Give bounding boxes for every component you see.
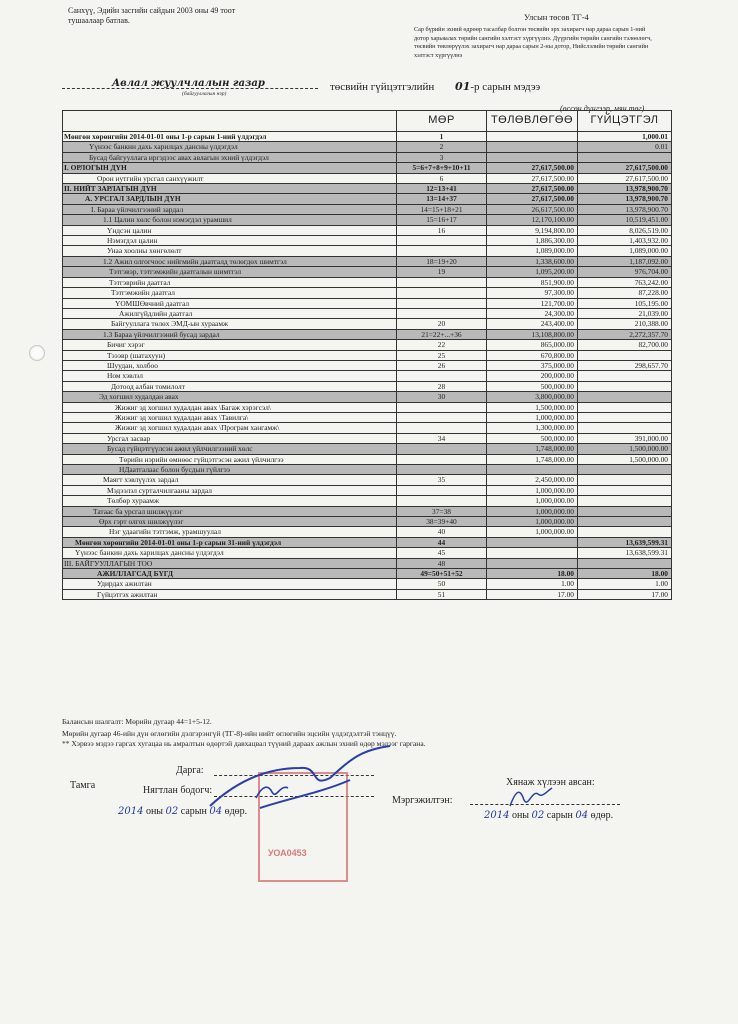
- left-date: 2014 оны 02 сарын 04 өдөр.: [118, 806, 248, 817]
- table-row: [63, 225, 672, 235]
- table-row: [63, 444, 672, 454]
- actual-value: [578, 371, 672, 381]
- row-number: 12=13+41: [397, 184, 487, 194]
- actual-value: 1,500,000.00: [578, 444, 672, 454]
- plan-value: 375,000.00: [487, 360, 578, 370]
- row-number: 38=39+40: [397, 517, 487, 527]
- actual-value: [578, 517, 672, 527]
- actual-value: [578, 381, 672, 391]
- table-row: [63, 152, 672, 162]
- actual-value: [578, 558, 672, 568]
- row-number: 13=14+37: [397, 194, 487, 204]
- table-row: [63, 371, 672, 381]
- row-label: ҮОМШӨвчний даатгал: [63, 298, 397, 308]
- table-row: [63, 392, 672, 402]
- row-number: [397, 423, 487, 433]
- table-row: [63, 142, 672, 152]
- row-number: 21=22+...+36: [397, 329, 487, 339]
- row-label: Тэтгэвэр, тэтгэмжийн даатгалын шимтгэл: [63, 267, 397, 277]
- row-number: [397, 496, 487, 506]
- table-row: [63, 465, 672, 475]
- actual-value: 0.01: [578, 142, 672, 152]
- row-number: [397, 454, 487, 464]
- table-row: [63, 558, 672, 568]
- plan-value: [487, 152, 578, 162]
- actual-value: 10,519,451.00: [578, 215, 672, 225]
- table-row: [63, 517, 672, 527]
- row-label: НДаатгалаас болон бусдын гүйлгээ: [63, 465, 397, 475]
- plan-value: 243,400.00: [487, 319, 578, 329]
- table-row: [63, 433, 672, 443]
- row-number: [397, 485, 487, 495]
- row-number: 35: [397, 475, 487, 485]
- row-label: Тэээвр (шатахуун): [63, 350, 397, 360]
- row-label: Тэтгэмжийн даатгал: [63, 288, 397, 298]
- row-number: 51: [397, 589, 487, 599]
- table-row: [63, 381, 672, 391]
- row-number: 20: [397, 319, 487, 329]
- table-row: [63, 485, 672, 495]
- actual-value: 8,026,519.00: [578, 225, 672, 235]
- plan-value: [487, 537, 578, 547]
- actual-value: 13,978,900.70: [578, 194, 672, 204]
- row-number: 16: [397, 225, 487, 235]
- row-label: Төлбөр хураамж: [63, 496, 397, 506]
- budget-table: [62, 110, 672, 600]
- actual-value: 763,242.00: [578, 277, 672, 287]
- approval-note: Санхүү, Эдийн засгийн сайдын 2003 оны 49 тоот тушаалаар батлав.: [68, 6, 236, 25]
- table-row: [63, 340, 672, 350]
- specialist-label: Мэргэжилтэн:: [392, 795, 453, 806]
- table-row: [63, 132, 672, 142]
- plan-value: 97,300.00: [487, 288, 578, 298]
- actual-value: 18.00: [578, 569, 672, 579]
- plan-value: 865,000.00: [487, 340, 578, 350]
- plan-value: 1,338,600.00: [487, 256, 578, 266]
- row-label: Гүйцэтгэх ажилтан: [63, 589, 397, 599]
- report-title: төсвийн гүйцэтгэлийн 01-р сарын мэдээ: [330, 80, 541, 93]
- row-label: 1.2 Ажил олгогчоос нийгмийн даатгалд төлөгдөх шимтгэл: [63, 256, 397, 266]
- actual-value: [578, 350, 672, 360]
- header-cell-row: МӨР: [397, 111, 487, 132]
- plan-value: 12,170,100.00: [487, 215, 578, 225]
- actual-value: 1,403,932.00: [578, 236, 672, 246]
- row-label: Үүнээс банкин дахь харилцах дансны үлдэгдэл: [63, 142, 397, 152]
- row-number: 49=50+51+52: [397, 569, 487, 579]
- plan-value: 17.00: [487, 589, 578, 599]
- row-label: А. УРСГАЛ ЗАРДЛЫН ДҮН: [63, 194, 397, 204]
- actual-value: 1,187,092.00: [578, 256, 672, 266]
- row-number: [397, 246, 487, 256]
- row-label: Татаас ба урсгал шилжүүлэг: [63, 506, 397, 516]
- table-row: [63, 548, 672, 558]
- plan-value: 1,089,000.00: [487, 246, 578, 256]
- actual-value: [578, 423, 672, 433]
- actual-value: [578, 527, 672, 537]
- row-number: [397, 236, 487, 246]
- row-number: 18=19+20: [397, 256, 487, 266]
- row-label: Нэг удаагийн тэтгэмж, урамшуулал: [63, 527, 397, 537]
- actual-value: 105,195.00: [578, 298, 672, 308]
- row-label: Жижиг эд хогшил худалдан авах \Тавилга\: [63, 412, 397, 422]
- row-label: Ном хэвлэл: [63, 371, 397, 381]
- row-label: Бусад гүйцэтгүүлсэн ажил үйлчилгээний хөлс: [63, 444, 397, 454]
- plan-value: 3,800,000.00: [487, 392, 578, 402]
- plan-value: 1,300,000.00: [487, 423, 578, 433]
- row-label: Дотоод албан томилолт: [63, 381, 397, 391]
- row-label: Маягт хэвлүүлэх зардал: [63, 475, 397, 485]
- form-title: Улсын төсөв ТГ-4: [524, 12, 589, 22]
- row-label: III. БАЙГУУЛЛАГЫН ТОО: [63, 558, 397, 568]
- deadline-note: ** Хэрвээ мэдээ гаргах хугацаа нь амралтын өдөртэй давхацвал түүний дараах ажлын эхний өдөр мэдээг гаргана.: [62, 739, 426, 748]
- accountant-signature: [252, 780, 292, 804]
- table-row: [63, 277, 672, 287]
- row-label: Үүнээс банкин дахь харилцах дансны үлдэгдэл: [63, 548, 397, 558]
- row-number: [397, 465, 487, 475]
- table-row: [63, 329, 672, 339]
- actual-value: 976,704.00: [578, 267, 672, 277]
- plan-value: 1,000,000.00: [487, 485, 578, 495]
- table-row: [63, 569, 672, 579]
- actual-value: 13,638,599.31: [578, 548, 672, 558]
- plan-value: 1,000,000.00: [487, 527, 578, 537]
- header-cell-actual: ГҮЙЦЭТГЭЛ: [578, 111, 672, 132]
- plan-value: 18.00: [487, 569, 578, 579]
- row-label: 1.3 Бараа үйлчилгээний бусад зардал: [63, 329, 397, 339]
- plan-value: 1,000,000.00: [487, 496, 578, 506]
- row-number: [397, 308, 487, 318]
- table-row: [63, 246, 672, 256]
- table-row: [63, 173, 672, 183]
- plan-value: 27,617,500.00: [487, 194, 578, 204]
- row-number: 5=6+7+8+9+10+11: [397, 163, 487, 173]
- actual-value: [578, 496, 672, 506]
- received-label: Хянаж хүлээн авсан:: [506, 777, 595, 788]
- plan-value: 1,000,000.00: [487, 412, 578, 422]
- accountant-label: Нягтлан бодогч:: [143, 785, 213, 796]
- row-number: [397, 298, 487, 308]
- plan-value: [487, 132, 578, 142]
- row-number: 50: [397, 579, 487, 589]
- actual-value: 1,000.01: [578, 132, 672, 142]
- balance-check-note: Балансын шалгалт: Мөрийн дугаар 44=1+5-12.: [62, 717, 212, 726]
- actual-value: [578, 475, 672, 485]
- row-number: 22: [397, 340, 487, 350]
- punch-hole: [29, 345, 45, 361]
- actual-value: 82,700.00: [578, 340, 672, 350]
- row-number: 44: [397, 537, 487, 547]
- table-row: [63, 163, 672, 173]
- row-number: 2: [397, 142, 487, 152]
- table-row: [63, 194, 672, 204]
- table-header-row: [63, 111, 672, 132]
- row-number: 30: [397, 392, 487, 402]
- table-row: [63, 350, 672, 360]
- row-number: [397, 288, 487, 298]
- plan-value: 27,617,500.00: [487, 173, 578, 183]
- row-number: 19: [397, 267, 487, 277]
- actual-value: 298,657.70: [578, 360, 672, 370]
- actual-value: [578, 152, 672, 162]
- row-number: 6: [397, 173, 487, 183]
- plan-value: [487, 142, 578, 152]
- actual-value: 27,617,500.00: [578, 173, 672, 183]
- table-row: [63, 184, 672, 194]
- plan-value: 1,000,000.00: [487, 506, 578, 516]
- row-label: Үндсэн цалин: [63, 225, 397, 235]
- org-name: Авлал жуулчлалын газар: [112, 78, 265, 89]
- plan-value: [487, 548, 578, 558]
- director-label: Дарга:: [176, 765, 204, 776]
- table-row: [63, 204, 672, 214]
- plan-value: 851,900.00: [487, 277, 578, 287]
- plan-value: 500,000.00: [487, 433, 578, 443]
- row-label: I. Бараа үйлчилгээний зардал: [63, 204, 397, 214]
- stamp-code: УОА0453: [268, 848, 307, 858]
- row-number: 28: [397, 381, 487, 391]
- row-label: Ажилгүйдлийн даатгал: [63, 308, 397, 318]
- actual-value: [578, 402, 672, 412]
- row-number: [397, 402, 487, 412]
- report-month: 01: [455, 80, 471, 93]
- actual-value: 13,978,900.70: [578, 204, 672, 214]
- row-number: 1: [397, 132, 487, 142]
- row-number: 14=15+18+21: [397, 204, 487, 214]
- row-number: 34: [397, 433, 487, 443]
- row-label: Мөнгөн хөрөнгийн 2014-01-01 оны 1-р сарын 31-ний үлдэгдэл: [63, 537, 397, 547]
- row-label: Унаа хоолны хөнгөлөлт: [63, 246, 397, 256]
- row-label: Бичиг хэрэг: [63, 340, 397, 350]
- row-label: Төрийн нэрийн өмнөөс гүйцэтгэсэн ажил үйлчилгээ: [63, 454, 397, 464]
- row-label: Байгууллага төлөх ЭМД-ын хураамж: [63, 319, 397, 329]
- actual-value: 17.00: [578, 589, 672, 599]
- actual-value: 1.00: [578, 579, 672, 589]
- row-label: I. ОРЛОГЫН ДҮН: [63, 163, 397, 173]
- table-row: [63, 527, 672, 537]
- row-number: 26: [397, 360, 487, 370]
- table-row: [63, 506, 672, 516]
- actual-value: [578, 506, 672, 516]
- table-row: [63, 236, 672, 246]
- plan-value: 24,300.00: [487, 308, 578, 318]
- plan-value: 13,108,800.00: [487, 329, 578, 339]
- row-label: Орон нутгийн урсгал санхүүжилт: [63, 173, 397, 183]
- row-number: 45: [397, 548, 487, 558]
- row-label: Мэдээлэл сурталчилгааны зардал: [63, 485, 397, 495]
- plan-value: [487, 558, 578, 568]
- row-label: Эд хогшил худалдан авах: [63, 392, 397, 402]
- table-row: [63, 579, 672, 589]
- right-date: 2014 оны 02 сарын 04 өдөр.: [484, 810, 614, 821]
- row-label: Өрх гэрт олгох шилжүүлэг: [63, 517, 397, 527]
- table-row: [63, 215, 672, 225]
- plan-value: 1,500,000.00: [487, 402, 578, 412]
- actual-value: [578, 392, 672, 402]
- specialist-signature: [506, 782, 556, 812]
- plan-value: 26,617,500.00: [487, 204, 578, 214]
- plan-value: 1,886,300.00: [487, 236, 578, 246]
- table-row: [63, 402, 672, 412]
- payables-note: Мөрийн дугаар 46-ийн дүн өглөгийн дэлгэрэнгүй (ТГ-8)-ийн нийт өглөгийн эцсийн үлдэгдэлтэй тэнцүү.: [62, 729, 397, 738]
- row-number: 3: [397, 152, 487, 162]
- row-label: Мөнгөн хөрөнгийн 2014-01-01 оны 1-р сарын 1-ний үлдэгдэл: [63, 132, 397, 142]
- plan-value: 1,000,000.00: [487, 517, 578, 527]
- table-row: [63, 496, 672, 506]
- actual-value: 210,388.00: [578, 319, 672, 329]
- plan-value: [487, 465, 578, 475]
- actual-value: 13,639,599.31: [578, 537, 672, 547]
- row-label: Жижиг эд хогшил худалдан авах \Програм хангамж\: [63, 423, 397, 433]
- actual-value: 391,000.00: [578, 433, 672, 443]
- row-label: Урсгал засвар: [63, 433, 397, 443]
- table-row: [63, 454, 672, 464]
- plan-value: 27,617,500.00: [487, 163, 578, 173]
- table-row: [63, 537, 672, 547]
- plan-value: 9,194,800.00: [487, 225, 578, 235]
- plan-value: 1,095,200.00: [487, 267, 578, 277]
- plan-value: 1.00: [487, 579, 578, 589]
- plan-value: 27,617,500.00: [487, 184, 578, 194]
- row-number: 40: [397, 527, 487, 537]
- header-cell-label: [63, 111, 397, 132]
- plan-value: 121,700.00: [487, 298, 578, 308]
- plan-value: 2,450,000.00: [487, 475, 578, 485]
- plan-value: 1,748,000.00: [487, 444, 578, 454]
- actual-value: [578, 485, 672, 495]
- actual-value: [578, 465, 672, 475]
- budget-table-body: [63, 111, 672, 600]
- row-number: [397, 371, 487, 381]
- table-row: [63, 589, 672, 599]
- table-row: [63, 256, 672, 266]
- row-label: АЖИЛЛАГСАД БҮГД: [63, 569, 397, 579]
- actual-value: 1,500,000.00: [578, 454, 672, 464]
- table-row: [63, 308, 672, 318]
- org-caption: (байгууллагын нэр): [182, 91, 227, 97]
- row-number: 37=38: [397, 506, 487, 516]
- actual-value: 1,089,000.00: [578, 246, 672, 256]
- actual-value: 27,617,500.00: [578, 163, 672, 173]
- row-label: Жижиг эд хогшил худалдан авах \Багаж хэрэгсэл\: [63, 402, 397, 412]
- unit-note: (өссөн дүнгээр, мян.төг): [560, 104, 645, 113]
- actual-value: 13,978,900.70: [578, 184, 672, 194]
- row-label: Шуудан, холбоо: [63, 360, 397, 370]
- row-number: 48: [397, 558, 487, 568]
- table-row: [63, 319, 672, 329]
- row-label: Тэтгэврийн даатгал: [63, 277, 397, 287]
- table-row: [63, 267, 672, 277]
- table-row: [63, 360, 672, 370]
- table-row: [63, 423, 672, 433]
- row-label: Нэмэгдэл цалин: [63, 236, 397, 246]
- actual-value: 87,228.00: [578, 288, 672, 298]
- plan-value: 1,748,000.00: [487, 454, 578, 464]
- row-label: Удирдах ажилтан: [63, 579, 397, 589]
- actual-value: 2,272,357.70: [578, 329, 672, 339]
- table-row: [63, 475, 672, 485]
- row-label: II. НИЙТ ЗАРЛАГЫН ДҮН: [63, 184, 397, 194]
- row-number: [397, 277, 487, 287]
- table-row: [63, 298, 672, 308]
- row-number: [397, 444, 487, 454]
- actual-value: [578, 412, 672, 422]
- submission-instructions: Сар бүрийн эхний өдрөөр тасалбар болгон төсвийн эрх захирагч нар дараа сарын 1-ний дотор харьяалах төрийн сангийн хэлтэст хүргүүлнэ. Дүүргийн төрийн сангийн тэлөөлөгч, төсвийн төвлөрүүлэх захирагч нар дараа сарын 2-ны дотор, Нийслэлийн төрийн сангийн хэлтэст хүргүүлнэ: [414, 26, 652, 59]
- stamp-label: Тамга: [70, 780, 96, 791]
- plan-value: 670,800.00: [487, 350, 578, 360]
- header-cell-plan: ТӨЛӨВЛӨГӨӨ: [487, 111, 578, 132]
- table-row: [63, 288, 672, 298]
- row-label: 1.1 Цалин хөлс болон нэмэгдэл урамшил: [63, 215, 397, 225]
- row-number: [397, 412, 487, 422]
- row-number: 15=16+17: [397, 215, 487, 225]
- row-label: Бусад байгууллага иргэдээс авах авлагын эхний үлдэгдэл: [63, 152, 397, 162]
- table-row: [63, 412, 672, 422]
- plan-value: 200,000.00: [487, 371, 578, 381]
- actual-value: 21,039.00: [578, 308, 672, 318]
- row-number: 25: [397, 350, 487, 360]
- plan-value: 500,000.00: [487, 381, 578, 391]
